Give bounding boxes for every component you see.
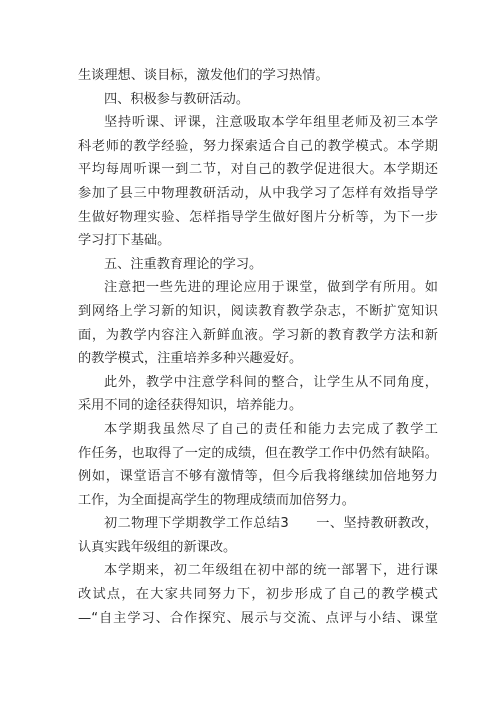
- text-line: 五、注重教育理论的学习。: [104, 256, 263, 272]
- text-line: 面，为教学内容注入新鲜血液。学习新的教育教学方法和新: [78, 327, 438, 343]
- text-line: 作任务，也取得了一定的成绩，但在教学工作中仍然有缺陷。: [78, 445, 438, 461]
- text-line: 工作，为全面提高学生的物理成绩而加倍努力。: [78, 492, 355, 508]
- text-line: 科老师的教学经验，努力探索适合自己的教学模式。本学期: [78, 138, 438, 154]
- text-line: 四、积极参与教研活动。: [104, 91, 250, 107]
- text-line: 坚持听课、评课，注意吸取本学年组里老师及初三本学: [104, 115, 438, 131]
- text-line: 学习打下基础。: [78, 233, 171, 249]
- text-line: 的教学模式，注重培养多种兴趣爱好。: [78, 351, 303, 367]
- document-body: [78, 64, 438, 630]
- text-line: 初二物理下学期教学工作总结3 一、坚持教研教改，: [104, 516, 438, 532]
- text-line: —“自主学习、合作探究、展示与交流、点评与小结、课堂: [78, 610, 438, 626]
- text-line: 平均每周听课一到二节，对自己的教学促进很大。本学期还: [78, 162, 438, 178]
- text-line: 注意把一些先进的理论应用于课堂，做到学有所用。如: [104, 280, 438, 296]
- text-line: 认真实践年级组的新课改。: [78, 539, 237, 555]
- text-line: 生谈理想、谈目标，激发他们的学习热情。: [78, 68, 329, 83]
- text-line: 采用不同的途径获得知识，培养能力。: [78, 398, 303, 414]
- text-line: 此外，教学中注意学科间的整合，让学生从不同角度，: [104, 374, 438, 390]
- text-line: 生做好物理实验、怎样指导学生做好图片分析等，为下一步: [78, 209, 438, 225]
- text-line: 本学期我虽然尽了自己的责任和能力去完成了教学工: [104, 421, 438, 437]
- text-line: 本学期来，初二年级组在初中部的统一部署下，进行课: [104, 563, 438, 579]
- text-line: 到网络上学习新的知识，阅读教育教学杂志，不断扩宽知识: [78, 303, 438, 319]
- text-line: 改试点，在大家共同努力下，初步形成了自己的教学模式: [78, 587, 438, 603]
- text-line: 参加了县三中物理教研活动，从中我学习了怎样有效指导学: [78, 185, 438, 201]
- text-line: 例如，课堂语言不够有激情等，但今后我将继续加倍地努力: [78, 469, 438, 485]
